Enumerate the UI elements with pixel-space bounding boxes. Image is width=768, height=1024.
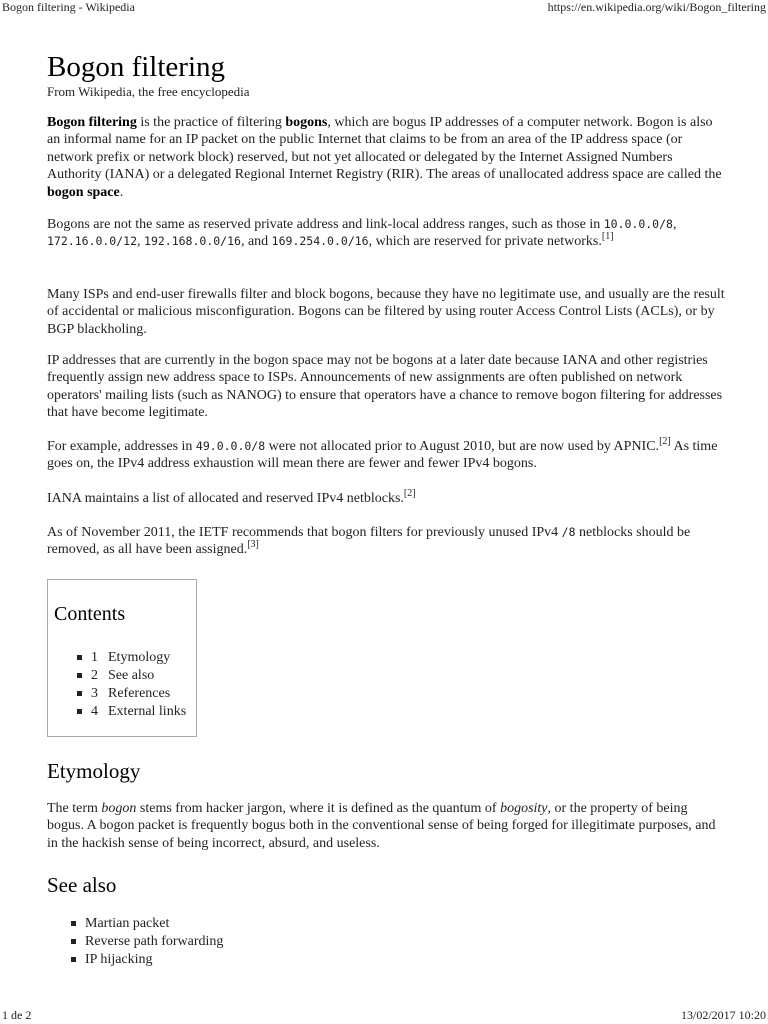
page-title: Bogon filtering — [47, 51, 226, 83]
bold-bogons: bogons — [285, 115, 328, 130]
text-run: were not allocated prior to August 2010, but are now used by APNIC. — [265, 439, 660, 454]
paragraph-filtering: Many ISPs and end-user firewalls filter and block bogons, because they have no legitimate use, and usually are the result of accidental or malicious misconfiguration. Bogons can be filtered by using router Access Control Lists (ACLs), or by BGP blackholing. — [47, 287, 725, 337]
code-range: /8 — [561, 525, 576, 539]
toc-number: 3 — [91, 686, 98, 701]
section-heading-see-also: See also — [47, 873, 117, 897]
toc-label[interactable]: External links — [108, 704, 187, 719]
lead-term: Bogon filtering — [47, 115, 137, 130]
page-number: 1 de 2 — [2, 1008, 32, 1022]
text-run: The term — [47, 801, 102, 816]
bullet-icon — [77, 655, 82, 660]
paragraph-private-ranges — [47, 216, 727, 251]
text-run: , or the property of being bogus. A bogon packet is frequently bogus both in the conventional sense of being forged for illegitimate purposes, and in the hackish sense of being incorrect, absurd, and useless. — [47, 801, 716, 851]
table-of-contents — [47, 579, 197, 737]
print-page-url[interactable]: https://en.wikipedia.org/wiki/Bogon_filtering — [547, 0, 766, 14]
citation-link[interactable]: [2] — [403, 488, 416, 499]
text-run: IANA maintains a list of allocated and reserved IPv4 netblocks. — [47, 491, 404, 506]
toc-number: 1 — [91, 650, 98, 665]
text-run: , which are reserved for private networks. — [368, 234, 602, 250]
italic-bogon: bogon — [101, 801, 137, 816]
text-run: stems from hacker jargon, where it is defined as the quantum of — [136, 801, 501, 816]
paragraph-example — [47, 438, 727, 473]
print-datetime: 13/02/2017 10:20 — [680, 1008, 766, 1022]
paragraph-ietf — [47, 524, 727, 559]
print-footer — [0, 1008, 768, 1022]
text-run: , — [137, 234, 145, 250]
text-run: is the practice of filtering — [136, 115, 286, 130]
text-run: , which are bogus IP addresses of a computer network. Bogon is also an informal name for an IP packet on the public Internet that claims to be from an area of the IP address space (or network prefix or network block) reserved, but not yet allocated or delegated by the Internet Assigned Numbers Authority (IANA) or a delegated Regional Internet Registry (RIR). The areas of unallocated address space are called the — [47, 115, 722, 183]
toc-number: 4 — [91, 704, 98, 719]
bullet-icon — [71, 921, 76, 926]
toc-number: 2 — [91, 668, 98, 683]
see-also-link[interactable]: Reverse path forwarding — [85, 934, 224, 949]
article — [47, 50, 727, 967]
italic-bogosity: bogosity — [500, 801, 548, 816]
code-range: 172.16.0.0/12 — [47, 234, 138, 249]
code-range: 169.254.0.0/16 — [271, 234, 369, 249]
page-tagline: From Wikipedia, the free encyclopedia — [47, 84, 250, 99]
bullet-icon — [71, 939, 76, 944]
paragraph-iana — [47, 490, 416, 507]
code-range: 10.0.0.0/8 — [603, 217, 673, 231]
bullet-icon — [77, 709, 82, 714]
text-run: netblocks should be removed, as all have been assigned. — [47, 525, 691, 558]
text-run: As time goes on, the IPv4 address exhaustion will mean there are fewer and fewer IPv4 bogons. — [47, 439, 718, 472]
text-run: Bogons are not the same as reserved private address and link-local address ranges, such as those in — [47, 217, 604, 232]
bullet-icon — [71, 957, 76, 962]
bullet-icon — [77, 673, 82, 678]
text-run: For example, addresses in — [47, 439, 196, 454]
toc-label[interactable]: Etymology — [108, 650, 171, 665]
paragraph-etymology — [47, 800, 727, 852]
section-heading-etymology: Etymology — [47, 759, 141, 783]
see-also-link[interactable]: IP hijacking — [85, 952, 153, 967]
text-run: . — [119, 184, 124, 200]
see-also-link[interactable]: Martian packet — [85, 916, 170, 931]
citation-link[interactable]: [1] — [601, 231, 614, 243]
toc-title: Contents — [54, 603, 126, 625]
text-run: As of November 2011, the IETF recommends that bogon filters for previously unused IPv4 — [47, 525, 562, 540]
bullet-icon — [77, 691, 82, 696]
lead-paragraph — [47, 114, 727, 201]
toc-label[interactable]: References — [108, 686, 171, 701]
citation-link[interactable]: [3] — [247, 539, 259, 551]
text-run: , — [672, 217, 677, 232]
print-header — [0, 0, 768, 14]
code-range: 192.168.0.0/16 — [144, 234, 241, 249]
text-run: , and — [240, 234, 272, 250]
toc-label[interactable]: See also — [108, 668, 155, 683]
print-page-title: Bogon filtering - Wikipedia — [2, 0, 135, 14]
paragraph-bogon-space: IP addresses that are currently in the bogon space may not be bogons at a later date because IANA and other registries frequently assign new address space to ISPs. Announcements of new assignments are often published on network operators' mailing lists (such as NANOG) to ensure that operators have a chance to remove bogon filtering for addresses that have become legitimate. — [47, 353, 723, 421]
bold-bogon-space: bogon space — [47, 184, 120, 200]
code-range: 49.0.0.0/8 — [195, 439, 266, 453]
citation-link[interactable]: [2] — [659, 436, 671, 447]
